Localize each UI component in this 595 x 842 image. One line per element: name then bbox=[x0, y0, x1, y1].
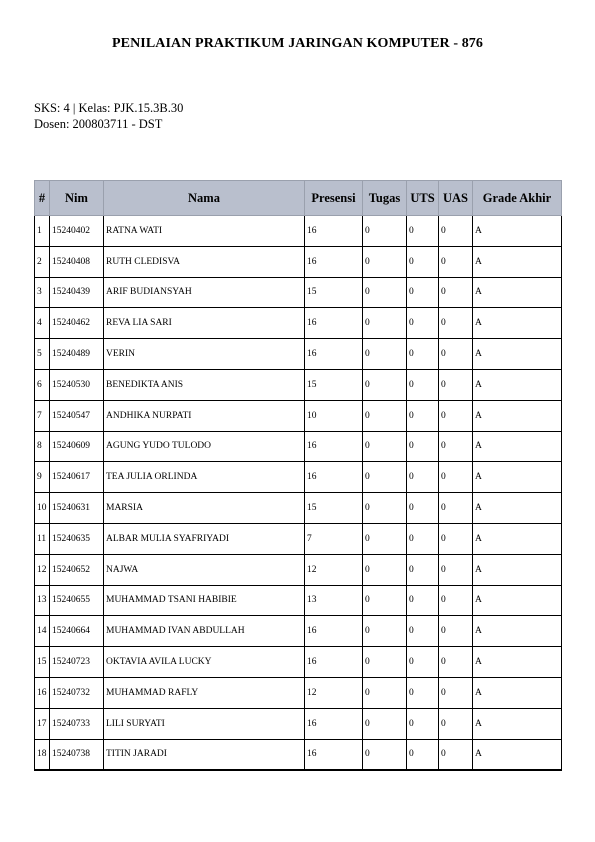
presensi-cell: 16 bbox=[305, 708, 363, 739]
uas-cell: 0 bbox=[439, 523, 473, 554]
nama-cell: LILI SURYATI bbox=[104, 708, 305, 739]
uts-cell: 0 bbox=[407, 616, 439, 647]
uas-cell: 0 bbox=[439, 616, 473, 647]
grade-cell: A bbox=[473, 246, 562, 277]
row-number-cell: 13 bbox=[35, 585, 50, 616]
nama-cell: MUHAMMAD RAFLY bbox=[104, 677, 305, 708]
nama-cell: BENEDIKTA ANIS bbox=[104, 369, 305, 400]
grade-cell: A bbox=[473, 523, 562, 554]
tugas-cell: 0 bbox=[363, 369, 407, 400]
nim-cell: 15240652 bbox=[50, 554, 104, 585]
row-number-cell: 3 bbox=[35, 277, 50, 308]
uts-cell: 0 bbox=[407, 739, 439, 770]
uts-cell: 0 bbox=[407, 523, 439, 554]
table-row bbox=[35, 647, 562, 678]
tugas-cell: 0 bbox=[363, 677, 407, 708]
nama-cell: MUHAMMAD IVAN ABDULLAH bbox=[104, 616, 305, 647]
presensi-cell: 12 bbox=[305, 677, 363, 708]
nim-cell: 15240617 bbox=[50, 462, 104, 493]
table-row bbox=[35, 708, 562, 739]
nama-cell: RATNA WATI bbox=[104, 216, 305, 247]
grade-cell: A bbox=[473, 616, 562, 647]
table-row bbox=[35, 369, 562, 400]
table-body bbox=[35, 216, 562, 771]
tugas-cell: 0 bbox=[363, 339, 407, 370]
table-row bbox=[35, 246, 562, 277]
nim-cell: 15240635 bbox=[50, 523, 104, 554]
uts-cell: 0 bbox=[407, 462, 439, 493]
nim-cell: 15240530 bbox=[50, 369, 104, 400]
table-row bbox=[35, 585, 562, 616]
nama-cell: NAJWA bbox=[104, 554, 305, 585]
nim-cell: 15240408 bbox=[50, 246, 104, 277]
table-header-row bbox=[35, 181, 562, 216]
course-info bbox=[34, 100, 183, 132]
uas-cell: 0 bbox=[439, 462, 473, 493]
row-number-cell: 11 bbox=[35, 523, 50, 554]
table-row bbox=[35, 431, 562, 462]
grade-cell: A bbox=[473, 462, 562, 493]
table-row bbox=[35, 493, 562, 524]
nama-cell: MARSIA bbox=[104, 493, 305, 524]
uts-cell: 0 bbox=[407, 246, 439, 277]
uas-cell: 0 bbox=[439, 554, 473, 585]
uas-cell: 0 bbox=[439, 246, 473, 277]
grades-table bbox=[34, 180, 562, 771]
grade-cell: A bbox=[473, 554, 562, 585]
tugas-cell: 0 bbox=[363, 647, 407, 678]
tugas-cell: 0 bbox=[363, 585, 407, 616]
grade-cell: A bbox=[473, 277, 562, 308]
tugas-cell: 0 bbox=[363, 616, 407, 647]
table-row bbox=[35, 462, 562, 493]
row-number-cell: 7 bbox=[35, 400, 50, 431]
presensi-cell: 15 bbox=[305, 369, 363, 400]
tugas-cell: 0 bbox=[363, 708, 407, 739]
tugas-cell: 0 bbox=[363, 216, 407, 247]
grade-cell: A bbox=[473, 369, 562, 400]
uts-cell: 0 bbox=[407, 369, 439, 400]
nim-cell: 15240655 bbox=[50, 585, 104, 616]
presensi-cell: 7 bbox=[305, 523, 363, 554]
tugas-cell: 0 bbox=[363, 554, 407, 585]
presensi-cell: 15 bbox=[305, 277, 363, 308]
col-grade-header: Grade Akhir bbox=[473, 181, 562, 216]
col-nama-header: Nama bbox=[104, 181, 305, 216]
table-row bbox=[35, 339, 562, 370]
nim-cell: 15240733 bbox=[50, 708, 104, 739]
grade-cell: A bbox=[473, 493, 562, 524]
row-number-cell: 5 bbox=[35, 339, 50, 370]
presensi-cell: 16 bbox=[305, 339, 363, 370]
tugas-cell: 0 bbox=[363, 277, 407, 308]
row-number-cell: 16 bbox=[35, 677, 50, 708]
nim-cell: 15240664 bbox=[50, 616, 104, 647]
table-row bbox=[35, 277, 562, 308]
uas-cell: 0 bbox=[439, 708, 473, 739]
grade-cell: A bbox=[473, 308, 562, 339]
uts-cell: 0 bbox=[407, 585, 439, 616]
table-row bbox=[35, 554, 562, 585]
nim-cell: 15240402 bbox=[50, 216, 104, 247]
nim-cell: 15240723 bbox=[50, 647, 104, 678]
row-number-cell: 8 bbox=[35, 431, 50, 462]
col-uts-header: UTS bbox=[407, 181, 439, 216]
presensi-cell: 16 bbox=[305, 216, 363, 247]
presensi-cell: 16 bbox=[305, 246, 363, 277]
nama-cell: ARIF BUDIANSYAH bbox=[104, 277, 305, 308]
grade-cell: A bbox=[473, 216, 562, 247]
tugas-cell: 0 bbox=[363, 308, 407, 339]
col-uas-header: UAS bbox=[439, 181, 473, 216]
nama-cell: ANDHIKA NURPATI bbox=[104, 400, 305, 431]
uas-cell: 0 bbox=[439, 493, 473, 524]
table-row bbox=[35, 677, 562, 708]
col-tugas-header: Tugas bbox=[363, 181, 407, 216]
uts-cell: 0 bbox=[407, 493, 439, 524]
uas-cell: 0 bbox=[439, 216, 473, 247]
uas-cell: 0 bbox=[439, 369, 473, 400]
uts-cell: 0 bbox=[407, 554, 439, 585]
table-row bbox=[35, 616, 562, 647]
nama-cell: REVA LIA SARI bbox=[104, 308, 305, 339]
table-row bbox=[35, 216, 562, 247]
nim-cell: 15240547 bbox=[50, 400, 104, 431]
nim-cell: 15240631 bbox=[50, 493, 104, 524]
grade-cell: A bbox=[473, 585, 562, 616]
uas-cell: 0 bbox=[439, 585, 473, 616]
grade-cell: A bbox=[473, 647, 562, 678]
grade-cell: A bbox=[473, 431, 562, 462]
page-title: PENILAIAN PRAKTIKUM JARINGAN KOMPUTER - 876 bbox=[111, 36, 484, 51]
row-number-cell: 2 bbox=[35, 246, 50, 277]
course-info-line: SKS: 4 | Kelas: PJK.15.3B.30 bbox=[34, 101, 184, 115]
nama-cell: MUHAMMAD TSANI HABIBIE bbox=[104, 585, 305, 616]
lecturer-info-line: Dosen: 200803711 - DST bbox=[34, 117, 163, 131]
uts-cell: 0 bbox=[407, 431, 439, 462]
presensi-cell: 10 bbox=[305, 400, 363, 431]
nim-cell: 15240732 bbox=[50, 677, 104, 708]
nama-cell: VERIN bbox=[104, 339, 305, 370]
nim-cell: 15240489 bbox=[50, 339, 104, 370]
presensi-cell: 16 bbox=[305, 308, 363, 339]
uas-cell: 0 bbox=[439, 400, 473, 431]
presensi-cell: 16 bbox=[305, 462, 363, 493]
nama-cell: AGUNG YUDO TULODO bbox=[104, 431, 305, 462]
nim-cell: 15240609 bbox=[50, 431, 104, 462]
row-number-cell: 10 bbox=[35, 493, 50, 524]
uts-cell: 0 bbox=[407, 277, 439, 308]
table-row bbox=[35, 400, 562, 431]
row-number-cell: 9 bbox=[35, 462, 50, 493]
grade-cell: A bbox=[473, 339, 562, 370]
table-row bbox=[35, 308, 562, 339]
row-number-cell: 12 bbox=[35, 554, 50, 585]
row-number-cell: 18 bbox=[35, 739, 50, 770]
nama-cell: TITIN JARADI bbox=[104, 739, 305, 770]
col-presensi-header: Presensi bbox=[305, 181, 363, 216]
col-nim-header: Nim bbox=[50, 181, 104, 216]
presensi-cell: 16 bbox=[305, 616, 363, 647]
uas-cell: 0 bbox=[439, 277, 473, 308]
row-number-cell: 14 bbox=[35, 616, 50, 647]
nama-cell: TEA JULIA ORLINDA bbox=[104, 462, 305, 493]
uas-cell: 0 bbox=[439, 677, 473, 708]
nim-cell: 15240439 bbox=[50, 277, 104, 308]
uas-cell: 0 bbox=[439, 739, 473, 770]
tugas-cell: 0 bbox=[363, 431, 407, 462]
row-number-cell: 4 bbox=[35, 308, 50, 339]
row-number-cell: 1 bbox=[35, 216, 50, 247]
presensi-cell: 16 bbox=[305, 647, 363, 678]
row-number-cell: 15 bbox=[35, 647, 50, 678]
row-number-cell: 17 bbox=[35, 708, 50, 739]
uts-cell: 0 bbox=[407, 216, 439, 247]
uts-cell: 0 bbox=[407, 708, 439, 739]
tugas-cell: 0 bbox=[363, 493, 407, 524]
uts-cell: 0 bbox=[407, 400, 439, 431]
uas-cell: 0 bbox=[439, 339, 473, 370]
presensi-cell: 15 bbox=[305, 493, 363, 524]
tugas-cell: 0 bbox=[363, 462, 407, 493]
grade-cell: A bbox=[473, 708, 562, 739]
uts-cell: 0 bbox=[407, 647, 439, 678]
uts-cell: 0 bbox=[407, 339, 439, 370]
nama-cell: RUTH CLEDISVA bbox=[104, 246, 305, 277]
uts-cell: 0 bbox=[407, 677, 439, 708]
presensi-cell: 16 bbox=[305, 739, 363, 770]
nama-cell: OKTAVIA AVILA LUCKY bbox=[104, 647, 305, 678]
col-number-header: # bbox=[35, 181, 50, 216]
uas-cell: 0 bbox=[439, 431, 473, 462]
nim-cell: 15240462 bbox=[50, 308, 104, 339]
presensi-cell: 16 bbox=[305, 431, 363, 462]
table-row bbox=[35, 739, 562, 770]
uas-cell: 0 bbox=[439, 308, 473, 339]
row-number-cell: 6 bbox=[35, 369, 50, 400]
uts-cell: 0 bbox=[407, 308, 439, 339]
tugas-cell: 0 bbox=[363, 400, 407, 431]
tugas-cell: 0 bbox=[363, 523, 407, 554]
nama-cell: ALBAR MULIA SYAFRIYADI bbox=[104, 523, 305, 554]
tugas-cell: 0 bbox=[363, 739, 407, 770]
grade-cell: A bbox=[473, 677, 562, 708]
tugas-cell: 0 bbox=[363, 246, 407, 277]
grade-cell: A bbox=[473, 400, 562, 431]
table-row bbox=[35, 523, 562, 554]
presensi-cell: 13 bbox=[305, 585, 363, 616]
grade-cell: A bbox=[473, 739, 562, 770]
nim-cell: 15240738 bbox=[50, 739, 104, 770]
uas-cell: 0 bbox=[439, 647, 473, 678]
presensi-cell: 12 bbox=[305, 554, 363, 585]
